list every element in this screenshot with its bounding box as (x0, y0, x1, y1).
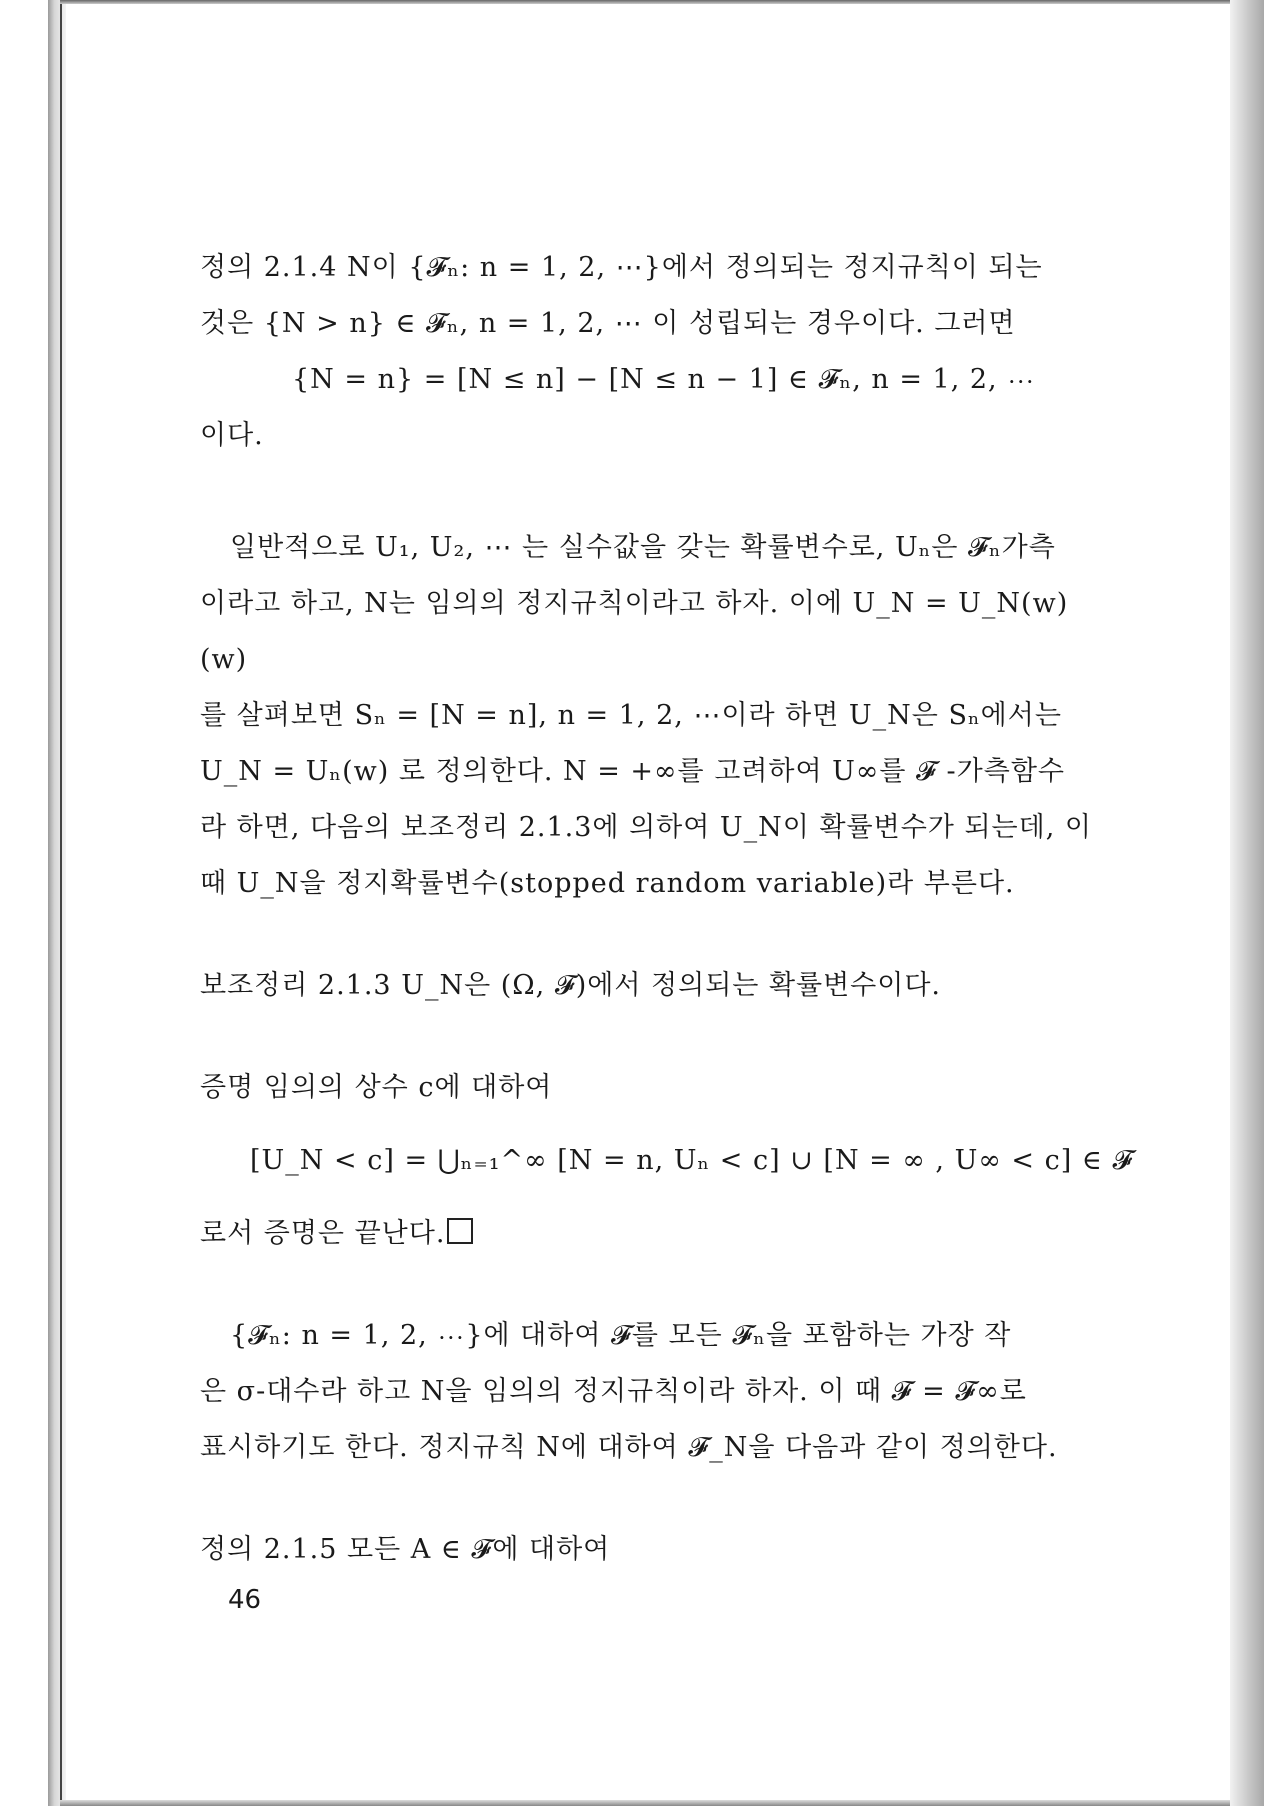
paragraph-sigma-line: {𝓕ₙ: n = 1, 2, ⋯}에 대하여 𝓕를 모든 𝓕ₙ을 포함하는 가장 작 (230, 1320, 1012, 1351)
definition-2-1-4-line2: 것은 {N > n} ∈ 𝓕ₙ, n = 1, 2, ⋯ 이 성립되는 경우이다. 그러면 (200, 308, 1016, 339)
paragraph-sigma (200, 1308, 1100, 1476)
spacer (200, 912, 1100, 958)
page-top-border (60, 0, 1230, 4)
page-left-border (60, 4, 62, 1804)
page-bottom-border (60, 1800, 1230, 1806)
paragraph-general-line: 일반적으로 U₁, U₂, ⋯ 는 실수값을 갖는 확률변수로, Uₙ은 𝓕ₙ가측 (230, 532, 1056, 563)
definition-2-1-4-line3: 이다. (200, 420, 264, 451)
lemma-2-1-3: 보조정리 2.1.3 U_N은 (Ω, 𝓕)에서 정의되는 확률변수이다. (200, 970, 942, 1001)
page-right-shadow (1230, 0, 1264, 1806)
spacer (200, 1262, 1100, 1308)
qed-box-icon (447, 1218, 473, 1244)
paragraph-general-line: 때 U_N을 정지확률변수(stopped random variable)라 부른다. (200, 868, 1015, 899)
paragraph-sigma-line: 은 σ-대수라 하고 N을 임의의 정지규칙이라 하자. 이 때 𝓕 = 𝓕∞로 (200, 1376, 1027, 1407)
spacer (200, 464, 1100, 520)
paragraph-general-line: U_N = Uₙ(w) 로 정의한다. N = +∞를 고려하여 U∞를 𝓕 -가측함수 (200, 756, 1065, 787)
paragraph-sigma-line: 표시하기도 한다. 정지규칙 N에 대하여 𝓕_N을 다음과 같이 정의한다. (200, 1432, 1058, 1463)
paragraph-general-line: 라 하면, 다음의 보조정리 2.1.3에 의하여 U_N이 확률변수가 되는데, 이 (200, 812, 1092, 843)
spacer (200, 1014, 1100, 1060)
page-number: 46 (228, 1585, 262, 1615)
proof-line2-text: 로서 증명은 끝난다. (200, 1218, 446, 1249)
proof-line1: 증명 임의의 상수 c에 대하여 (200, 1072, 553, 1103)
definition-2-1-5-line1: 정의 2.1.5 모든 A ∈ 𝓕에 대하여 (200, 1534, 611, 1565)
paragraph-general (200, 520, 1100, 912)
proof-equation: [U_N < c] = ⋃ₙ₌₁^∞ [N = n, Uₙ < c] ∪ [N = ∞ , U∞ < c] ∈ 𝓕 (250, 1145, 1134, 1176)
definition-2-1-4-equation: {N = n} = [N ≤ n] − [N ≤ n − 1] ∈ 𝓕ₙ, n = 1, 2, ⋯ (292, 364, 1036, 395)
page-body (200, 240, 1134, 1578)
paragraph-general-line: 이라고 하고, N는 임의의 정지규칙이라고 하자. 이에 U_N = U_N(w)(w) (200, 588, 1069, 675)
page-left-binding-shadow (48, 0, 66, 1806)
proof-line2 (200, 1206, 1100, 1262)
spacer (200, 1476, 1100, 1522)
paragraph-general-line: 를 살펴보면 Sₙ = [N = n], n = 1, 2, ⋯이라 하면 U_N은 Sₙ에서는 (200, 700, 1062, 731)
definition-2-1-4-line1: 정의 2.1.4 N이 {𝓕ₙ: n = 1, 2, ⋯}에서 정의되는 정지규칙이 되는 (200, 252, 1043, 283)
